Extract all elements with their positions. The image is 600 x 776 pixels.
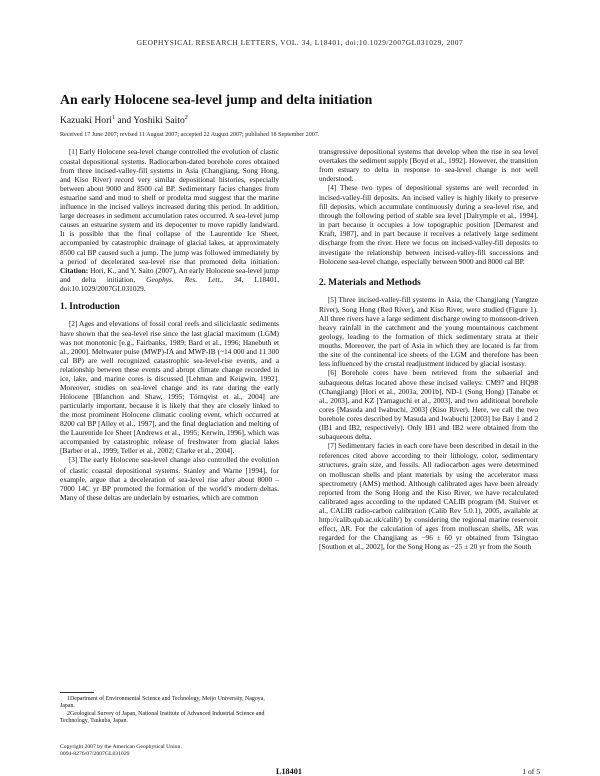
paragraph-text: The early Holocene sea-level change also controlled the evolution of clastic coastal depositional systems. Stanley and Warne [1994], for example, argue that a deceleration of sea-level rise after about 8000 – 7000 14C yr BP promoted the formation of the world’s modern deltas. Many of these deltas are underlain by estuaries, which are common [60,455,279,502]
paragraph-number: [3] [69,456,78,465]
paragraph-text: Ages and elevations of fossil coral reefs and siliciclastic sediments have shown that the sea-level rise since the last glacial maximum (LGM) was not monotonic [e.g., Fairbanks, 1989; Bard et al., 1996; Hanebuth et al., 2000]. Meltwater pulse (MWP)-IA and MWP-IB (~14 000 and 11 300 cal BP) are well recognized catastrophic sea-level-rise events, and a relationship between these events and abrupt climate change recorded in ice, lake, and marine cores is discussed [Lehman and Keigwin, 1992]. Moreover, studies on sea-level change and its rate during the early Holocene [Blanchon and Shaw, 1995; Törnqvist et al., 2004] are particularly important, because it is likely that they are closely linked to the most prominent Holocene climatic cooling event, which occurred at 8200 cal BP [Alley et al., 1997], and the final deglaciation and melting of the Laurentide Ice Sheet [Andrews et al., 1995; Kerwin, 1996], which was accompanied by catastrophic release of freshwater from glacial lakes [Barber et al., 1999; Teller et al., 2002; Clarke et al., 2004]. [60,318,279,456]
footnote-divider [60,692,94,693]
publication-dates: Received 17 June 2007; revised 11 August 2007; accepted 22 August 2007; published 18 September 2007. [60,132,320,138]
body-paragraph [319,183,538,265]
article-title: An early Holocene sea-level jump and delta initiation [60,92,373,107]
affiliation-marker: 2 [184,115,188,121]
paragraph-number: [2] [69,319,78,328]
affiliation-marker: 1 [111,115,115,121]
body-paragraph [60,319,279,456]
section-heading-introduction: 1. Introduction [60,301,120,312]
footnote: 2Geological Survey of Japan, National Institute of Advanced Industrial Science and Technology, Tsukuba, Japan. [60,710,265,724]
copyright-line: Copyright 2007 by the American Geophysical Union. [60,744,182,750]
body-paragraph [319,368,538,441]
footnotes [60,696,279,725]
right-column [319,147,538,551]
paragraph-number: [1] [69,148,78,156]
abstract-paragraph [60,147,279,293]
journal-header: GEOPHYSICAL RESEARCH LETTERS, VOL. 34, L18401, doi:10.1029/2007GL031029, 2007 [136,38,464,47]
body-paragraph [319,441,538,551]
issn-line: 0094-8276/07/2007GL031029 [60,751,130,757]
paragraph-text: Three incised-valley-fill systems in Asia, the Changjiang (Yangtze River), Song Hong (Red River), and Kiso River, were studied (Figure 1). All three rivers have a large sediment discharge owing to monsoon-driven heavy rainfall in the catchment and the young mountainous catchment geology, leading to the formation of thick sedimentary strata at their mouths. Moreover, the part of Asia in which they are located is far from the site of the continental ice sheets of the LGM and therefore has been less influenced by the crustal readjustment induced by glacial isostasy. [319,294,538,368]
paragraph-text: Sedimentary facies in each core have been described in detail in the references cited above according to their lithology, color, sedimentary structures, grain size, and fossils. All radiocarbon ages were determined on molluscan shells and plant materials by using the accelerator mass spectrometry (AMS) method. Although calibrated ages have been already reported from the Song Hong and the Kiso River, we have recalculated calibrated ages according to the updated CALIB program (M. Stuiver et al., CALIB radio-carbon calibration (Calib Rev 5.0.1), 2005, available at http://calib.qub.ac.uk/calib/) by considering the regional marine reservoir effect, ΔR. For the calculation of ages from molluscan shells, ΔR was regarded for the Changjiang as −96 ± 60 yr obtained from Tsingtao [Southon et al., 2002], for the Song Hong as −25 ± 20 yr from the South [319,441,538,551]
author-name: Kazuaki Hori [60,115,112,127]
author-separator: and [114,115,134,127]
paragraph-text: transgressive depositional systems that develop when the rise in sea level overtakes the sediment supply [Boyd et al., 1992]. However, the transition from estuary to delta in response to sea-level change is not well understood. [319,147,538,184]
paragraph-text: These two types of depositional systems are well recorded in incised-valley-fill deposits. An incised valley is highly likely to preserve fill deposits, which accumulate continuously during a sea-level rise, and through the following period of stable sea level [Dalrymple et al., 1994], in part because it occupies a low topographic position [Demarest and Kraft, 1987], and in part because it receives a relatively large sediment discharge from the river. Here we focus on incised-valley-fill deposits to investigate the relationship between incised-valley-fill successions and Holocene sea-level change, especially between 9000 and 8000 cal BP. [319,183,538,266]
citation-text: Hori, K., and Y. Saito (2007), An early Holocene sea-level jump and delta initiation, [60,265,279,284]
section-heading-materials-methods: 2. Materials and Methods [319,277,421,288]
paragraph-number: [6] [328,368,337,377]
paragraph-text: Borehole cores have been retrieved from the subaerial and subaqueous deltas located above these incised valleys: CM97 and HQ98 (Changjiang) [Hori et al., 2001a, 2001b], ND-1 (Song Hong) [Tanabe et al., 2003], and KZ [Yamaguchi et al., 2003], and two additional borehole cores [Masuda and Iwabuchi, 2003] (Kiso River). Here, we call the two borehole cores described by Masuda and Iwabuchi [2003] Ise Bay 1 and 2 (IB1 and IB2, respectively). Only IB1 and IB2 were obtained from the subaqueous delta. [319,367,538,442]
paragraph-number: [4] [328,184,337,193]
abstract-text: Early Holocene sea-level change controlled the evolution of clastic coastal depositional systems. Radiocarbon-dated borehole cores obtained from three incised-valley-fill systems in Asia (Changjiang, Song Hong, and Kiso River) record very similar depositional histories, especially between about 9000 and 8500 cal BP. Sedimentary facies changes from estuarine sand and mud to shelf or prodelta mud suggest that the marine influence in the incised valleys increased during this period. In addition, large decreases in sediment accumulation rates occurred. A sea-level jump causes an estuarine system and its depocenter to move rapidly landward. It is possible that the final collapse of the Laurentide Ice Sheet, accompanied by catastrophic drainage of glacial lakes, at approximately 8500 cal BP caused such a jump. The jump was followed immediately by a period of decelerated sea-level rise that promoted delta initiation. [60,147,279,266]
page-number: 1 of 5 [522,767,540,776]
body-paragraph [319,295,538,368]
paragraph-number: [5] [328,295,337,304]
left-column [60,147,279,502]
citation-label: Citation: [60,265,89,275]
body-paragraph-continued [319,147,538,183]
copyright-notice [60,744,279,758]
footnote: 1Department of Environmental Science and Technology, Meijo University, Nagoya, Japan. [60,696,265,710]
citation-doi: L18401, doi:10.1029/2007GL031029. [60,274,280,293]
author-list [60,112,188,127]
body-paragraph [60,455,279,501]
citation-journal: Geophys. Res. Lett., 34, [146,274,244,284]
article-id: L18401 [276,767,302,776]
paragraph-number: [7] [328,442,337,451]
author-name: Yoshiki Saito [133,115,185,127]
